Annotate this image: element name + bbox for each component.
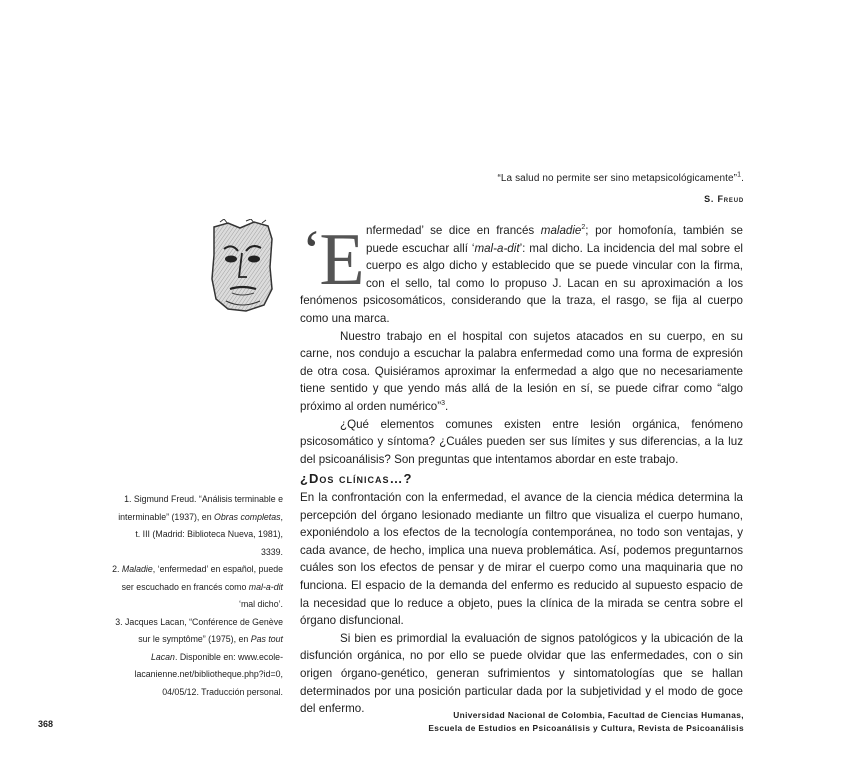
footnote-1: 1. Sigmund Freud. “Análisis terminable e interminable” (1937), en Obras completas, t. III (Madrid: Biblioteca Nueva, 1981), 3339.: [118, 494, 283, 557]
section-paragraph-2: Si bien es primordial la evaluación de signos patológicos y la ubicación de la disfunción orgánica, no por ello se puede olvidar que las enfermedades, con o sin origen órgano-genético, generan sufrimientos y sintomatologías que se hallan determinados por una posición particular dada por la subjetividad y el modo de goce del enfermo.: [300, 631, 743, 716]
intro-paragraph-3: ¿Qué elementos comunes existen entre lesión orgánica, fenómeno psicosomático y síntoma? ¿Cuáles pueden ser sus límites y sus diferencias, a la luz del psicoanálisis? Son preguntas que intentamos abordar en este trabajo.: [300, 417, 743, 466]
drop-cap-letter: E: [319, 219, 365, 301]
footnote-2: 2. Maladie, ‘enfermedad’ en español, puede ser escuchado en francés como mal-a-dit ‘mal dicho’.: [112, 564, 283, 609]
epigraph-quote: “La salud no permite ser sino metapsicológicamente”$^1$.: [497, 171, 744, 184]
intro-paragraph-1: nfermedad’ se dice en francés maladie$^2$; por homofonía, también se puede escuchar allí ‘mal-a-dit’: mal dicho. La incidencia del mal sobre el cuerpo es algo dicho y establecido que se puede vincular con la firma, con el sello, tal como lo propuso J. Lacan en su aproximación a los fenómenos psicosomáticos, considerando que la traza, el rasgo, se fija al cuerpo como una marca.: [300, 224, 743, 325]
footnote-ref-3[interactable]: 3: [441, 400, 446, 408]
footer-line-2: Escuela de Estudios en Psicoanálisis y Cultura, Revista de Psicoanálisis: [428, 722, 744, 733]
section-body: [300, 489, 743, 718]
footer-line-1: Universidad Nacional de Colombia, Facultad de Ciencias Humanas,: [453, 710, 744, 720]
drop-cap-quote: ‘: [302, 218, 322, 283]
page-footer: [428, 709, 744, 734]
section-title: ¿Dos clínicas…?: [300, 471, 413, 486]
intro-paragraph-2: Nuestro trabajo en el hospital con sujetos atacados en su cuerpo, en su carne, nos condujo a escuchar la palabra enfermedad como una forma de expresión de otra cosa. Quisiéramos aproximar la enfermedad a algo que no necesariamente tiene sentido y que yendo más allá de la lesión en sí, se puede cifrar como “algo próximo al orden numérico”$^3$.: [300, 329, 743, 413]
epigraph-author: S. Freud: [704, 194, 744, 204]
intro-section: [300, 222, 743, 468]
page-number: 368: [38, 719, 54, 729]
footnote-3: 3. Jacques Lacan, “Conférence de Genève sur le symptôme” (1975), en Pas tout Lacan. Disponible en: www.ecole-lacanienne.net/bibliotheque.php?id=0, 04/05/12. Traducción personal.: [115, 616, 283, 697]
mask-face-illustration: [206, 219, 278, 315]
footnote-ref-2[interactable]: 2: [581, 224, 586, 232]
footnote-ref-1[interactable]: 1: [737, 171, 742, 179]
section-paragraph-1: En la confrontación con la enfermedad, el avance de la ciencia médica determina la percepción del órgano lesionado mediante un filtro que visualiza el cuerpo humano, exponiéndolo a los efectos de la tecnología contemporánea, no todo son ventajas, y cada avance, de hecho, implica una nueva problemática. Así, podemos preguntarnos cuáles son los efectos de pensar y de mirar el cuerpo como una maquinaria que no funciona. El espacio de la demanda del enfermo es reducido al supuesto espacio de la necesidad que lo reduce a objeto, pues la clínica de la mirada se centra sobre el órgano disfuncional.: [300, 491, 743, 628]
drop-cap-space: [300, 222, 366, 292]
footnotes: [112, 491, 283, 701]
